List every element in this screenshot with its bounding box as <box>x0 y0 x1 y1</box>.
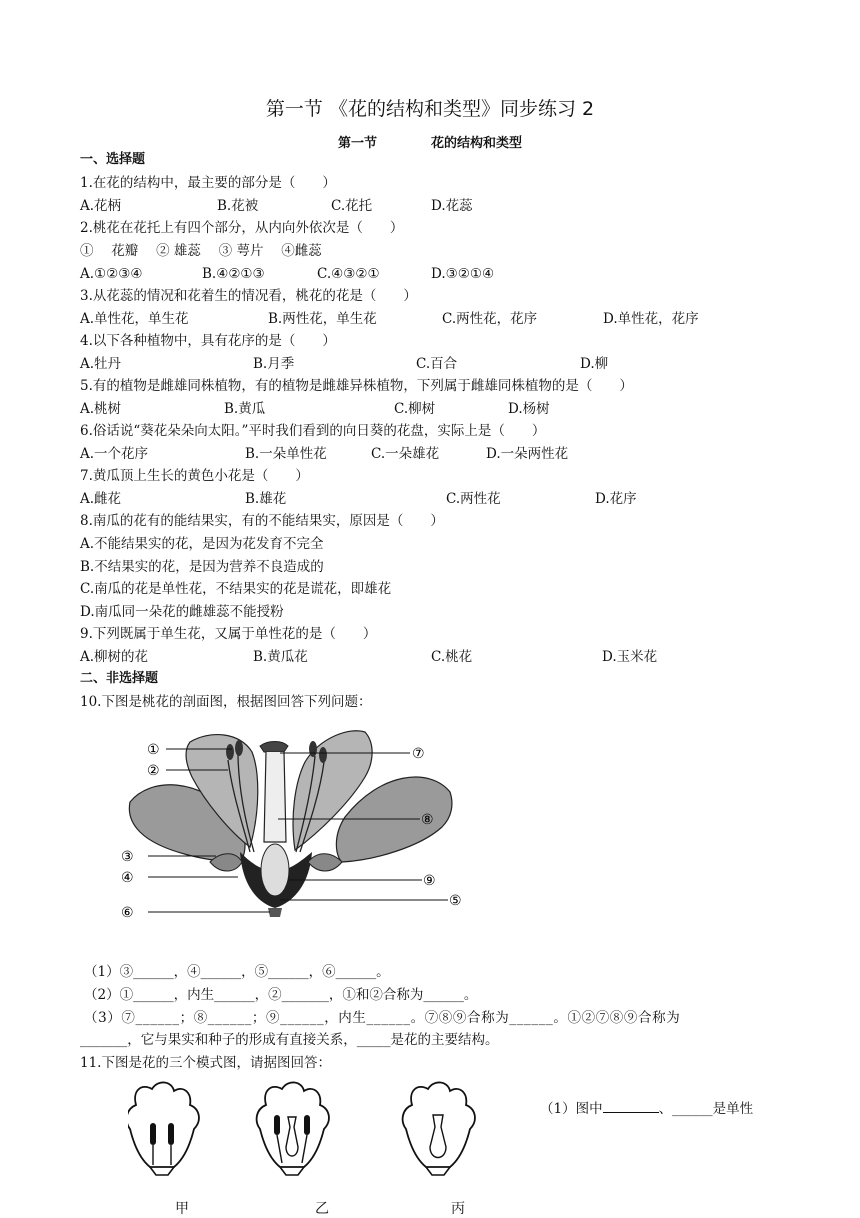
fig10-label-6: ⑥ <box>121 905 134 921</box>
q3-option-b: B.两性花，单生花 <box>268 311 377 327</box>
caption-bing: 丙 <box>451 1201 465 1217</box>
q1-option-a: A.花柄 <box>80 198 122 214</box>
flower-model-b <box>257 1082 329 1175</box>
q2-option-d: D.③②①④ <box>431 266 495 282</box>
peach-flower-section-figure <box>120 722 470 922</box>
fig10-label-5: ⑤ <box>449 893 462 909</box>
q5-option-a: A.桃树 <box>80 401 122 417</box>
q5-option-c: C.柳树 <box>394 401 436 417</box>
q11-stem: 11.下图是花的三个模式图，请据图回答： <box>80 1055 331 1071</box>
q8-option-c: C.南瓜的花是单性花，不结果实的花是谎花，即雄花 <box>80 581 392 597</box>
caption-yi: 乙 <box>315 1201 329 1217</box>
q7-stem: 7.黄瓜顶上生长的黄色小花是（ ） <box>80 468 309 484</box>
q11-part1-mid: 、______是单性 <box>658 1101 754 1117</box>
q3-option-a: A.单性花，单生花 <box>80 311 189 327</box>
q6-option-c: C.一朵雄花 <box>371 446 440 462</box>
fig10-label-7: ⑦ <box>412 746 425 762</box>
q2-option-c: C.④③②① <box>317 266 380 282</box>
q4-option-b: B.月季 <box>253 356 295 372</box>
section-nonchoice: 二、非选择题 <box>80 671 159 686</box>
flower-models-figure <box>128 1075 508 1201</box>
q2-option-a: A.①②③④ <box>80 266 143 282</box>
q5-stem: 5.有的植物是雌雄同株植物，有的植物是雌雄异株植物，下列属于雌雄同株植物的是（ ） <box>80 378 633 394</box>
fig10-label-2: ② <box>147 763 160 779</box>
q7-option-a: A.雌花 <box>80 491 122 507</box>
q2-option-b: B.④②①③ <box>202 266 265 282</box>
flower-model-a <box>128 1082 199 1175</box>
q7-option-d: D.花序 <box>595 491 637 507</box>
q3-option-d: D.单性花，花序 <box>603 311 699 327</box>
fig10-label-9: ⑨ <box>423 873 436 889</box>
q10-part2: （2）①______，内生______，②_______，①和②合称为______。 <box>84 987 478 1003</box>
q6-option-d: D.一朵两性花 <box>486 446 569 462</box>
q11-part1 <box>540 1100 753 1117</box>
q9-option-c: C.桃花 <box>431 649 473 665</box>
q9-option-d: D.玉米花 <box>602 649 658 665</box>
caption-jia: 甲 <box>175 1201 189 1217</box>
q10-part3-line2: _______，它与果实和种子的形成有直接关系，_____是花的主要结构。 <box>80 1032 499 1048</box>
page-title: 第一节 《花的结构和类型》同步练习 2 <box>265 98 595 120</box>
q6-option-a: A.一个花序 <box>80 446 149 462</box>
section-choice: 一、选择题 <box>80 152 146 167</box>
page-subtitle <box>0 132 860 151</box>
q11-blank-1[interactable] <box>603 1100 659 1113</box>
q10-part3-line1: （3）⑦______；⑧______；⑨______，内生______。⑦⑧⑨合称为______。①②⑦⑧⑨合称为 <box>84 1010 681 1026</box>
q7-option-b: B.雄花 <box>245 491 287 507</box>
q10-part1: （1）③______，④______，⑤______，⑥______。 <box>84 964 390 980</box>
q2-items: ① 花瓣 ② 雄蕊 ③ 萼片 ④雌蕊 <box>80 243 322 259</box>
q8-option-b: B.不结果实的花，是因为营养不良造成的 <box>80 559 324 575</box>
q8-option-a: A.不能结果实的花，是因为花发育不完全 <box>80 536 324 552</box>
q6-stem: 6.俗话说“葵花朵朵向太阳。”平时我们看到的向日葵的花盘，实际上是（ ） <box>80 423 546 439</box>
subtitle-part1: 第一节 <box>337 136 377 151</box>
q9-option-a: A.柳树的花 <box>80 649 149 665</box>
q6-option-b: B.一朵单性花 <box>245 446 327 462</box>
q9-option-b: B.黄瓜花 <box>253 649 308 665</box>
fig10-label-1: ① <box>147 742 160 758</box>
q7-option-c: C.两性花 <box>446 491 501 507</box>
q11-part1-before: （1）图中 <box>540 1101 603 1117</box>
q3-stem: 3.从花蕊的情况和花着生的情况看，桃花的花是（ ） <box>80 288 417 304</box>
q3-option-c: C.两性花，花序 <box>442 311 538 327</box>
q4-option-c: C.百合 <box>416 356 458 372</box>
q10-stem: 10.下图是桃花的剖面图，根据图回答下列问题： <box>80 694 372 710</box>
flower-model-c <box>403 1082 475 1175</box>
q1-option-b: B.花被 <box>217 198 259 214</box>
subtitle-part2: 花的结构和类型 <box>431 136 523 151</box>
q1-option-d: D.花蕊 <box>431 198 473 214</box>
fig10-label-4: ④ <box>121 870 134 886</box>
q4-stem: 4.以下各种植物中，具有花序的是（ ） <box>80 333 336 349</box>
q8-option-d: D.南瓜同一朵花的雌雄蕊不能授粉 <box>80 604 284 620</box>
q4-option-a: A.牡丹 <box>80 356 122 372</box>
q1-option-c: C.花托 <box>331 198 373 214</box>
q2-stem: 2.桃花在花托上有四个部分，从内向外依次是（ ） <box>80 220 404 236</box>
q9-stem: 9.下列既属于单生花，又属于单性花的是（ ） <box>80 626 377 642</box>
fig10-label-8: ⑧ <box>421 812 434 828</box>
fig10-label-3: ③ <box>121 849 134 865</box>
q1-stem: 1.在花的结构中，最主要的部分是（ ） <box>80 175 336 191</box>
q5-option-d: D.杨树 <box>508 401 550 417</box>
q4-option-d: D.柳 <box>580 356 609 372</box>
q8-stem: 8.南瓜的花有的能结果实，有的不能结果实，原因是（ ） <box>80 513 444 529</box>
q5-option-b: B.黄瓜 <box>224 401 266 417</box>
